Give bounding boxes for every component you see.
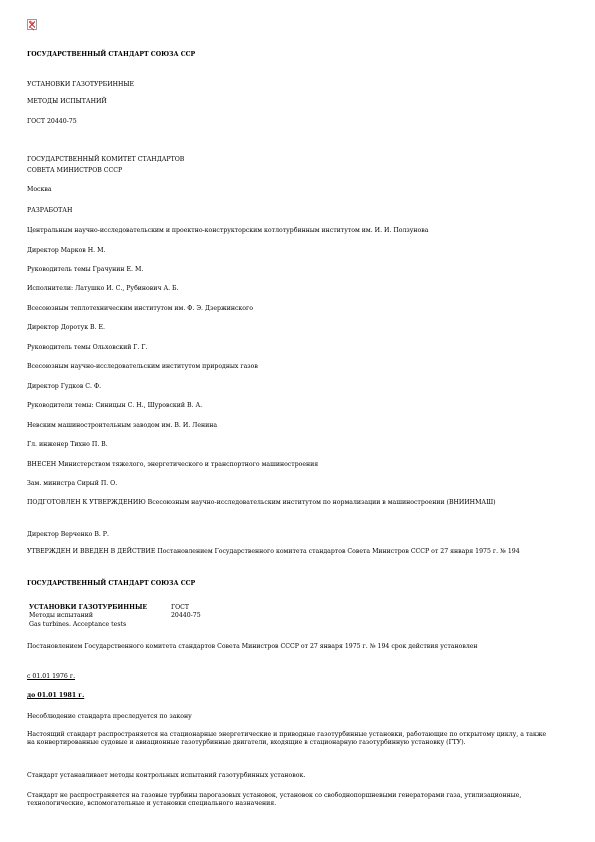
standard-header-2: ГОСУДАРСТВЕННЫЙ СТАНДАРТ СОЮЗА ССР: [27, 580, 196, 587]
developer-org-3: Всесоюзным научно-исследовательским институтом природных газов: [27, 363, 258, 370]
table-gost-label: ГОСТ: [171, 604, 190, 611]
developer-lead-1: Руководитель темы Грачунин Е. М.: [27, 266, 144, 273]
methods-paragraph: Стандарт устанавливает методы контрольных испытаний газотурбинных установок.: [27, 772, 306, 779]
approval-statement: УТВЕРЖДЕН И ВВЕДЕН В ДЕЙСТВИЕ Постановлением Государственного комитета стандартов Совета Министров СССР от 27 января 1975 г. № 194: [27, 548, 520, 555]
table-title-ru: УСТАНОВКИ ГАЗОТУРБИННЫЕ: [29, 604, 148, 611]
developer-director-1: Директор Марков Н. М.: [27, 247, 106, 254]
table-title-sub: Методы испытаний: [29, 612, 93, 620]
legal-notice: Несоблюдение стандарта преследуется по закону: [27, 713, 192, 720]
document-title: УСТАНОВКИ ГАЗОТУРБИННЫЕ: [27, 81, 134, 88]
committee-line-1: ГОСУДАРСТВЕННЫЙ КОМИТЕТ СТАНДАРТОВ: [27, 156, 185, 163]
committee-line-2: СОВЕТА МИНИСТРОВ СССР: [27, 167, 123, 174]
developer-engineer-4: Гл. инженер Тихно П. В.: [27, 441, 108, 448]
broken-image-icon: [27, 19, 37, 30]
developer-org-2: Всесоюзным теплотехническим институтом им. Ф. Э. Дзержинского: [27, 305, 253, 312]
introduced-by: ВНЕСЕН Министерством тяжелого, энергетического и транспортного машиностроения: [27, 461, 319, 468]
city: Москва: [27, 186, 52, 193]
developer-director-2: Директор Доротук В. Е.: [27, 324, 106, 331]
developer-lead-3: Руководители темы: Синицын С. Н., Шуровский В. А.: [27, 402, 203, 409]
standard-header: ГОСУДАРСТВЕННЫЙ СТАНДАРТ СОЮЗА ССР: [27, 51, 196, 58]
developer-director-3: Директор Гудков С. Ф.: [27, 383, 102, 390]
table-title-en: Gas turbines. Acceptance tests: [29, 620, 127, 628]
developer-org-4: Невским машиностроительным заводом им. В. И. Ленина: [27, 422, 218, 429]
deputy-minister: Зам. министра Сирый П. О.: [27, 480, 118, 487]
document-subtitle: МЕТОДЫ ИСПЫТАНИЙ: [27, 98, 107, 105]
title-table: [29, 604, 201, 629]
developed-heading: РАЗРАБОТАН: [27, 207, 73, 214]
table-gost-number: 20440-75: [171, 612, 201, 620]
prepared-director: Директор Верченко В. Р.: [27, 531, 109, 538]
validity-to: до 01.01 1981 г.: [27, 692, 85, 699]
gost-number: ГОСТ 20440-75: [27, 118, 77, 125]
scope-paragraph: Настоящий стандарт распространяется на стационарные энергетические и приводные газотурбинные установки, работающие по открытому циклу, а также на конвертированные судовые и авиационные газотурбинные двигатели, входящие в стационарную газотурбинную установку (ГТУ).: [27, 731, 547, 747]
validity-statement: Постановлением Государственного комитета стандартов Совета Министров СССР от 27 января 1975 г. № 194 срок действия установлен: [27, 643, 478, 650]
developer-org-1: Центральным научно-исследовательским и проектно-конструкторским котлотурбинным институтом им. И. И. Ползунова: [27, 227, 429, 234]
validity-from: с 01.01 1976 г.: [27, 673, 76, 680]
prepared-for-approval: ПОДГОТОВЛЕН К УТВЕРЖДЕНИЮ Всесоюзным научно-исследовательским институтом по нормализации в машиностроении (ВНИИНМАШ): [27, 499, 496, 506]
exclusions-paragraph: Стандарт не распространяется на газовые турбины парогазовых установок, установок со свободнопоршневыми генераторами газа, утилизационные, технологические, вспомогательные и установки специального назначения.: [27, 792, 522, 808]
developer-executors-1: Исполнители: Латушко И. С., Рубинович А. Б.: [27, 285, 179, 292]
developer-lead-2: Руководитель темы Ольховский Г. Г.: [27, 344, 148, 351]
